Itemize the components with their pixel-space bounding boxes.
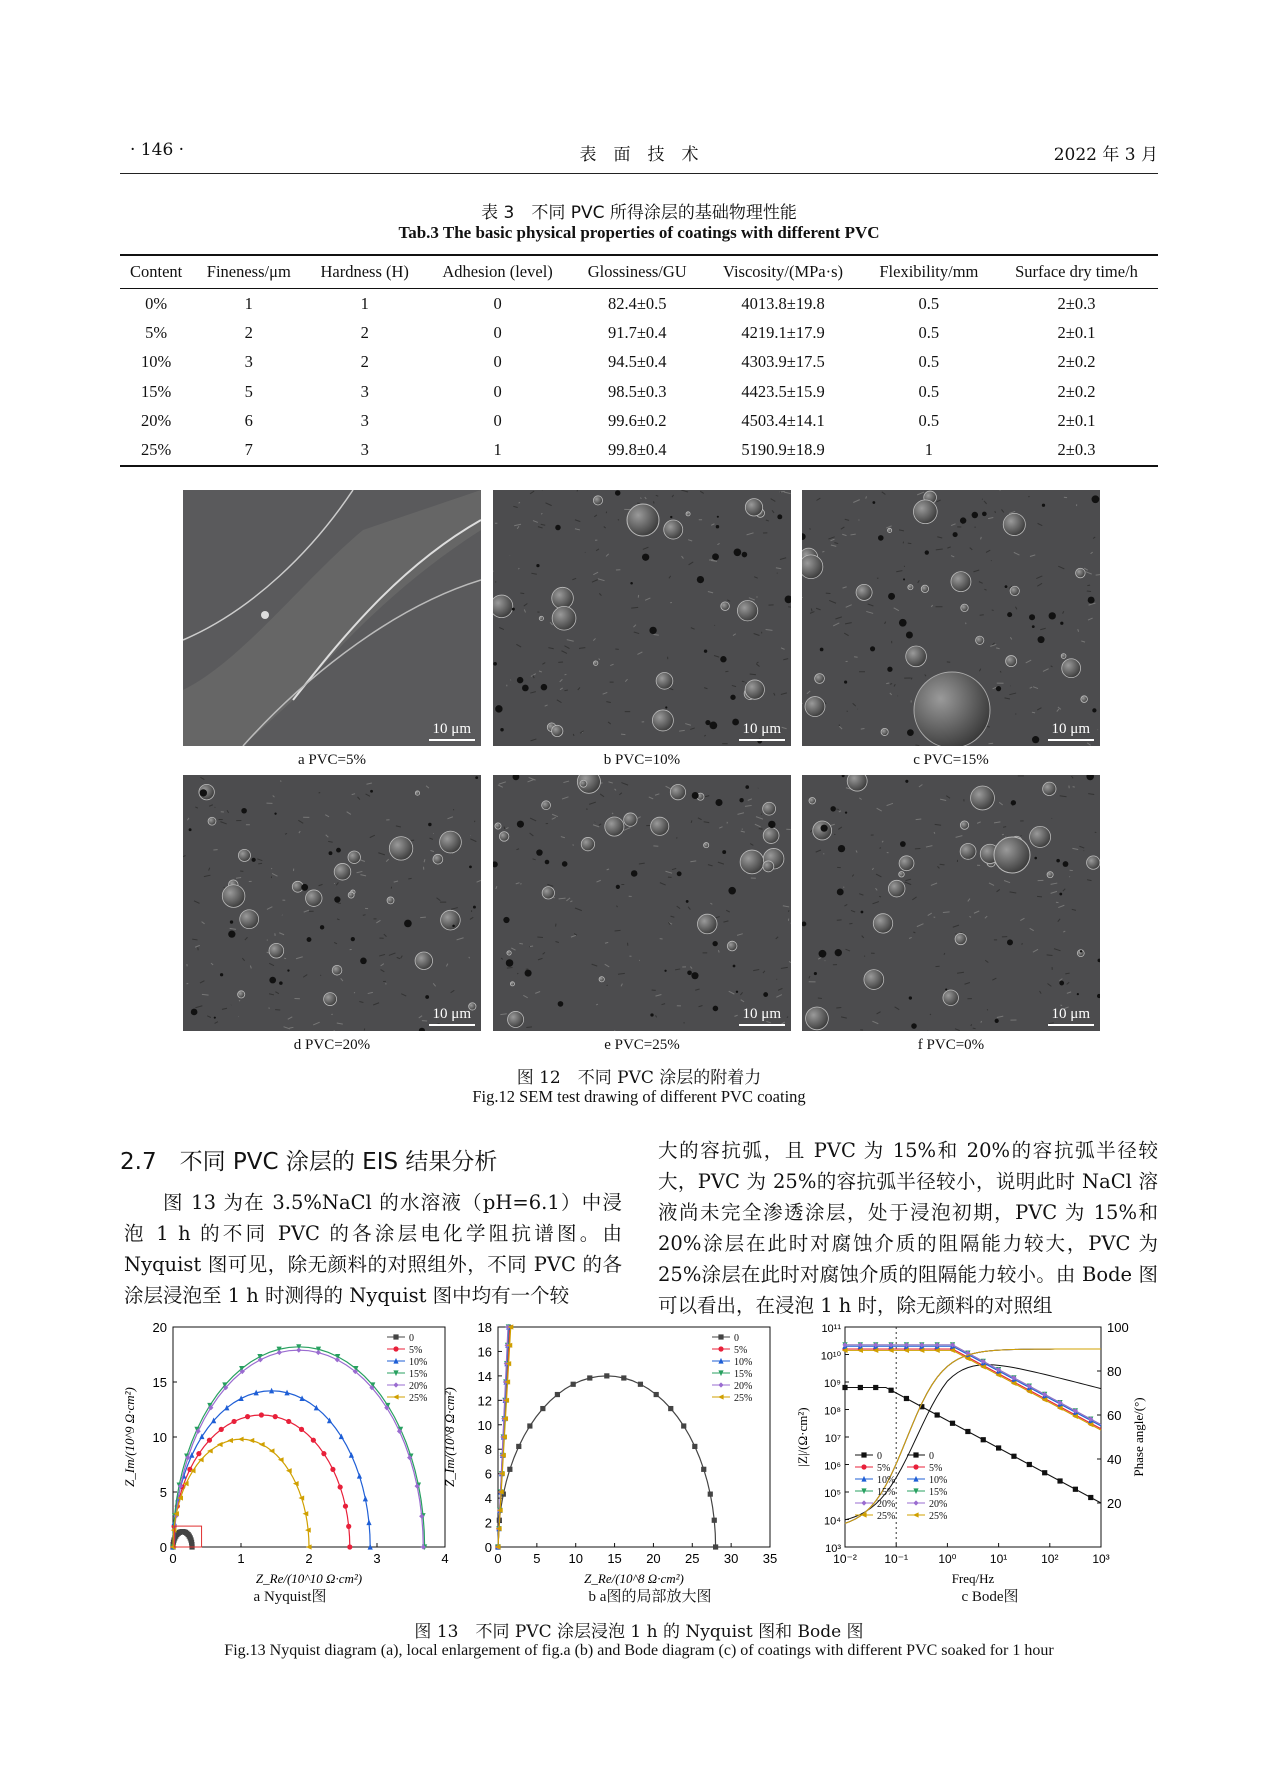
table-cell: 1 xyxy=(863,436,995,466)
table-cell: 0% xyxy=(145,293,168,313)
legend-label: 15% xyxy=(734,1369,753,1380)
series-line xyxy=(173,1439,309,1547)
table-row xyxy=(120,348,1158,378)
table-cell: 2 xyxy=(244,322,253,342)
sem-label: c PVC=15% xyxy=(913,752,989,768)
y2-tick-label: 20 xyxy=(1107,1496,1122,1511)
legend-label: 10% xyxy=(877,1475,896,1486)
y-tick-label: 15 xyxy=(152,1375,167,1390)
y-tick-label: 18 xyxy=(477,1320,492,1335)
table-cell: 98.5±0.3 xyxy=(607,381,667,401)
left-paragraph xyxy=(124,1187,622,1311)
legend-label: 25% xyxy=(409,1393,428,1404)
table-cell: 4423.5±15.9 xyxy=(741,381,825,401)
data-point xyxy=(718,1334,723,1339)
right-paragraph-text: 大的容抗弧，且 PVC 为 15%和 20%的容抗弧半径较大，PVC 为 25%的容抗弧半径较小，说明此时 NaCl 溶液尚未完全渗透涂层，处于浸泡初期，PVC 为 15%和 20%涂层在此时对腐蚀介质的阻隔能力较大，PVC 为 25%涂层在此时对腐蚀介质的阻隔能力较小。由 Bode 图可以看出，在浸泡 1 h 时，除无颜料的对照组 xyxy=(658,1139,1158,1317)
table-cell: 1 xyxy=(244,293,253,313)
x-tick-label: 10⁻² xyxy=(833,1552,857,1566)
table-cell: 99.6±0.2 xyxy=(607,411,667,431)
y-tick-label: 10⁷ xyxy=(824,1433,841,1445)
table-cell: 4013.8±19.8 xyxy=(741,293,825,313)
sem-label: e PVC=25% xyxy=(604,1037,680,1053)
data-point xyxy=(718,1346,723,1351)
data-point xyxy=(913,1452,918,1457)
table-row xyxy=(120,318,1158,348)
table-cell: 3 xyxy=(360,381,369,401)
legend-label: 20% xyxy=(929,1499,948,1510)
table-cell: 4303.9±17.5 xyxy=(741,352,825,372)
table-header-cell: Hardness (H) xyxy=(305,255,424,289)
series-line xyxy=(174,1350,423,1547)
impedance-line xyxy=(845,1350,1101,1430)
legend-label: 10% xyxy=(734,1357,753,1368)
table-cell: 2±0.2 xyxy=(1057,381,1096,401)
table-cell: 2±0.1 xyxy=(1057,322,1096,342)
table-header-cell: Glossiness/GU xyxy=(571,255,703,289)
y-tick-label: 16 xyxy=(477,1344,492,1360)
table-cell: 20% xyxy=(141,411,172,431)
data-point xyxy=(393,1382,398,1387)
legend-label: 15% xyxy=(409,1369,428,1380)
bode-chart xyxy=(795,1315,1165,1595)
sem-label: d PVC=20% xyxy=(293,1037,371,1053)
table-row xyxy=(120,289,1158,319)
nyquist-zoom-chart xyxy=(440,1315,800,1595)
data-point xyxy=(861,1464,866,1469)
table-cell: 2±0.3 xyxy=(995,436,1158,466)
right-paragraph xyxy=(658,1135,1158,1321)
y-tick-label: 14 xyxy=(477,1368,492,1384)
table-header-cell: Adhesion (level) xyxy=(424,255,571,289)
table-cell: 0.5 xyxy=(918,411,940,431)
x-tick-label: 5 xyxy=(533,1551,541,1566)
table-cell: 0.5 xyxy=(918,293,940,313)
table-cell: 5190.9±18.9 xyxy=(703,436,862,466)
x-tick-label: 25 xyxy=(685,1551,700,1566)
table-cell: 91.7±0.4 xyxy=(607,322,667,342)
table-cell: 25% xyxy=(120,436,192,466)
x-tick-label: 10² xyxy=(1041,1552,1059,1566)
y-axis-label: Z_Im/(10^8 Ω·cm²) xyxy=(442,1387,457,1487)
x-tick-label: 4 xyxy=(441,1551,449,1566)
legend-label: 25% xyxy=(734,1393,753,1404)
table-cell: 0.5 xyxy=(918,352,940,372)
legend-label: 25% xyxy=(929,1511,948,1522)
data-point xyxy=(393,1346,398,1351)
x-tick-label: 0 xyxy=(169,1551,177,1566)
sem-label: a PVC=5% xyxy=(297,752,367,768)
table-cell: 3 xyxy=(305,436,424,466)
y-tick-label: 10¹⁰ xyxy=(820,1350,841,1363)
data-point xyxy=(861,1500,866,1505)
table-cell: 4503.4±14.1 xyxy=(741,411,825,431)
data-point xyxy=(393,1334,398,1339)
x-tick-label: 10⁰ xyxy=(938,1552,957,1566)
y2-tick-label: 40 xyxy=(1107,1452,1122,1467)
sem-image xyxy=(493,775,791,1031)
x-tick-label: 30 xyxy=(723,1551,739,1566)
y-tick-label: 0 xyxy=(159,1540,167,1555)
table-header-cell: Surface dry time/h xyxy=(995,255,1158,289)
series-line xyxy=(173,1391,370,1547)
table-caption-cn: 表 3 不同 PVC 所得涂层的基础物理性能 xyxy=(481,203,797,223)
table-cell: 99.8±0.4 xyxy=(571,436,703,466)
properties-table xyxy=(120,254,1158,467)
table-cell: 3 xyxy=(244,352,253,372)
scale-bar: 10 μm xyxy=(1051,721,1090,737)
table-header-cell: Viscosity/(MPa·s) xyxy=(703,255,862,289)
table-cell: 2 xyxy=(360,352,369,372)
plot-frame xyxy=(498,1327,770,1547)
y-tick-label: 10⁵ xyxy=(824,1488,841,1500)
table-cell: 1 xyxy=(360,293,369,313)
data-point xyxy=(718,1394,724,1399)
sem-image xyxy=(493,490,791,746)
y2-axis-label: Phase angle/(°) xyxy=(1131,1397,1146,1477)
legend-label: 0 xyxy=(734,1333,739,1344)
y-tick-label: 12 xyxy=(477,1393,492,1409)
series-line xyxy=(173,1415,350,1547)
x-axis-label: Freq/Hz xyxy=(951,1571,995,1586)
y-tick-label: 6 xyxy=(484,1466,492,1482)
fig12-caption-cn: 图 12 不同 PVC 涂层的附着力 xyxy=(516,1068,762,1088)
table-cell: 82.4±0.5 xyxy=(607,293,667,313)
y-tick-label: 20 xyxy=(152,1320,167,1335)
y-tick-label: 2 xyxy=(484,1515,492,1531)
table-cell: 5 xyxy=(244,381,253,401)
data-point xyxy=(718,1382,723,1387)
fig13-caption-en: Fig.13 Nyquist diagram (a), local enlargement of fig.a (b) and Bode diagram (c) of coatings with different PVC soaked for 1 hour xyxy=(224,1642,1054,1659)
y-axis-label: |Z|/(Ω·cm²) xyxy=(795,1407,810,1467)
table-cell: 15% xyxy=(141,381,172,401)
data-point xyxy=(393,1394,399,1399)
y-tick-label: 4 xyxy=(484,1491,492,1507)
x-tick-label: 10⁻¹ xyxy=(884,1552,909,1566)
legend-label: 5% xyxy=(929,1463,943,1474)
table-cell: 2±0.1 xyxy=(1057,411,1096,431)
table-cell: 0 xyxy=(493,381,502,401)
legend-label: 15% xyxy=(877,1487,896,1498)
table-header-cell: Fineness/μm xyxy=(192,255,305,289)
nyquist-chart xyxy=(120,1315,460,1595)
series-line xyxy=(173,1347,428,1547)
legend-label: 20% xyxy=(734,1381,753,1392)
table-cell: 7 xyxy=(192,436,305,466)
x-tick-label: 0 xyxy=(494,1551,502,1566)
page-number: · 146 · xyxy=(130,140,185,160)
sem-label: f PVC=0% xyxy=(917,1037,985,1053)
legend-label: 10% xyxy=(929,1475,948,1486)
table-cell: 2 xyxy=(360,322,369,342)
sem-image xyxy=(802,775,1100,1031)
table-cell: 5% xyxy=(145,322,168,342)
legend-label: 0 xyxy=(409,1333,414,1344)
x-tick-label: 15 xyxy=(607,1551,622,1566)
legend-label: 25% xyxy=(877,1511,896,1522)
table-cell: 6 xyxy=(244,411,253,431)
y-tick-label: 10³ xyxy=(825,1543,841,1555)
x-axis-label: Z_Re/(10^10 Ω·cm²) xyxy=(255,1571,363,1586)
x-tick-label: 20 xyxy=(646,1551,661,1566)
table-cell: 0 xyxy=(493,352,502,372)
y2-tick-label: 100 xyxy=(1107,1320,1129,1335)
scale-bar: 10 μm xyxy=(1051,1006,1090,1022)
table-header-cell: Content xyxy=(120,255,192,289)
y-tick-label: 10⁴ xyxy=(824,1515,841,1528)
table-cell: 94.5±0.4 xyxy=(607,352,667,372)
fig12-caption-en: Fig.12 SEM test drawing of different PVC coating xyxy=(472,1087,806,1106)
y-tick-label: 10⁸ xyxy=(824,1405,841,1418)
left-paragraph-text: 图 13 为在 3.5%NaCl 的水溶液（pH=6.1）中浸泡 1 h 的不同 PVC 的各涂层电化学阻抗谱图。由 Nyquist 图可见，除无颜料的对照组外，不同 PVC 的各涂层浸泡至 1 h 时测得的 Nyquist 图中均有一个较 xyxy=(124,1191,622,1307)
sem-label: b PVC=10% xyxy=(603,752,681,768)
table-cell: 0 xyxy=(493,322,502,342)
impedance-line xyxy=(845,1346,1101,1426)
table-row xyxy=(120,407,1158,437)
table-cell: 2±0.2 xyxy=(1057,352,1096,372)
legend-label: 5% xyxy=(877,1463,891,1474)
section-title: 2.7 不同 PVC 涂层的 EIS 结果分析 xyxy=(120,1149,498,1175)
series-line xyxy=(498,1327,511,1547)
y2-tick-label: 80 xyxy=(1107,1364,1122,1379)
x-axis-label: Z_Re/(10^8 Ω·cm²) xyxy=(584,1571,684,1586)
y-tick-label: 10⁶ xyxy=(824,1460,841,1473)
table-cell: 2±0.3 xyxy=(1057,293,1096,313)
issue-date: 2022 年 3 月 xyxy=(1053,145,1158,165)
table-header-cell: Flexibility/mm xyxy=(863,255,995,289)
series-line xyxy=(498,1376,716,1547)
table-cell: 4219.1±17.9 xyxy=(741,322,825,342)
legend-label: 15% xyxy=(929,1487,948,1498)
legend-label: 0 xyxy=(929,1451,934,1462)
legend-label: 5% xyxy=(734,1345,748,1356)
y2-tick-label: 60 xyxy=(1107,1408,1122,1423)
x-tick-label: 10¹ xyxy=(989,1552,1008,1566)
x-tick-label: 3 xyxy=(373,1551,381,1566)
x-tick-label: 2 xyxy=(305,1551,313,1566)
table-row xyxy=(120,436,1158,466)
legend-label: 20% xyxy=(409,1381,428,1392)
table-cell: 1 xyxy=(424,436,571,466)
table-cell: 0 xyxy=(493,411,502,431)
y-tick-label: 8 xyxy=(484,1442,492,1458)
y-tick-label: 10⁹ xyxy=(824,1378,841,1390)
y-tick-label: 10¹¹ xyxy=(821,1323,841,1335)
table-cell: 0.5 xyxy=(918,322,940,342)
data-point xyxy=(913,1464,918,1469)
y-tick-label: 0 xyxy=(484,1540,492,1555)
sem-image xyxy=(183,490,481,746)
table-cell: 0.5 xyxy=(918,381,940,401)
x-tick-label: 10 xyxy=(568,1551,583,1566)
scale-bar: 10 μm xyxy=(432,721,471,737)
sem-image xyxy=(183,775,481,1031)
journal-name: 表 面 技 术 xyxy=(579,145,699,165)
x-tick-label: 1 xyxy=(237,1551,245,1566)
scale-bar: 10 μm xyxy=(432,1006,471,1022)
fig13-caption-cn: 图 13 不同 PVC 涂层浸泡 1 h 的 Nyquist 图和 Bode 图 xyxy=(414,1622,864,1642)
fig13b-label: b a图的局部放大图 xyxy=(588,1589,712,1605)
table-cell: 0 xyxy=(493,293,502,313)
y-tick-label: 10 xyxy=(477,1417,492,1433)
legend-label: 10% xyxy=(409,1357,428,1368)
table-cell: 10% xyxy=(141,352,172,372)
table-cell: 3 xyxy=(360,411,369,431)
sem-image xyxy=(802,490,1100,746)
table-caption-en: Tab.3 The basic physical properties of coatings with different PVC xyxy=(398,223,880,242)
page-header xyxy=(120,140,1158,174)
scale-bar: 10 μm xyxy=(742,721,781,737)
data-point xyxy=(913,1500,918,1505)
scale-bar: 10 μm xyxy=(742,1006,781,1022)
y-tick-label: 10 xyxy=(152,1430,167,1445)
y-tick-label: 5 xyxy=(159,1485,167,1500)
fig13a-label: a Nyquist图 xyxy=(253,1589,327,1605)
table-row xyxy=(120,377,1158,407)
data-point xyxy=(861,1452,866,1457)
legend-label: 20% xyxy=(877,1499,896,1510)
fig13c-label: c Bode图 xyxy=(961,1589,1019,1605)
x-tick-label: 35 xyxy=(762,1551,778,1566)
data-point xyxy=(913,1512,919,1517)
x-tick-label: 10³ xyxy=(1092,1552,1110,1566)
legend-label: 0 xyxy=(877,1451,882,1462)
y-axis-label: Z_Im/(10^9 Ω·cm²) xyxy=(122,1387,137,1487)
legend-label: 5% xyxy=(409,1345,423,1356)
